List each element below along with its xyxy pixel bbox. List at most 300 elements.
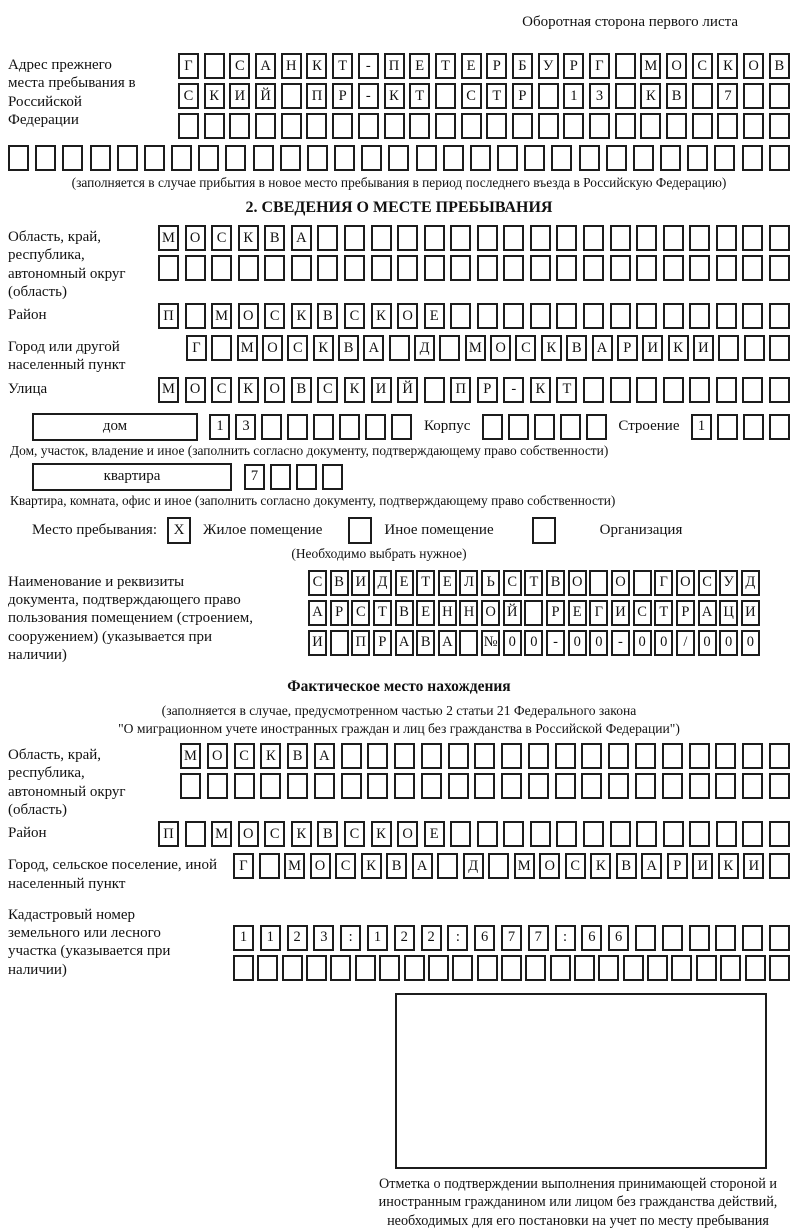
char-box[interactable]: К (204, 83, 225, 109)
char-box[interactable] (264, 255, 285, 281)
char-box[interactable] (662, 743, 683, 769)
char-box[interactable] (555, 773, 576, 799)
char-box[interactable] (671, 955, 692, 981)
char-box[interactable] (662, 773, 683, 799)
char-box[interactable]: / (676, 630, 695, 656)
char-box[interactable] (538, 83, 559, 109)
char-box[interactable] (477, 303, 498, 329)
char-box[interactable] (255, 113, 276, 139)
char-box[interactable] (501, 955, 522, 981)
char-box[interactable]: - (546, 630, 565, 656)
char-box[interactable] (474, 773, 495, 799)
char-box[interactable] (718, 335, 739, 361)
char-box[interactable] (211, 255, 232, 281)
char-box[interactable] (716, 377, 737, 403)
char-box[interactable] (579, 145, 600, 171)
char-box[interactable] (633, 570, 652, 596)
char-box[interactable]: 0 (568, 630, 587, 656)
char-box[interactable]: В (616, 853, 637, 879)
char-box[interactable] (367, 743, 388, 769)
char-box[interactable]: 7 (717, 83, 738, 109)
char-box[interactable]: К (238, 225, 259, 251)
char-box[interactable] (742, 255, 763, 281)
char-box[interactable] (306, 955, 327, 981)
char-box[interactable] (486, 113, 507, 139)
char-box[interactable] (270, 464, 291, 490)
char-box[interactable] (450, 225, 471, 251)
char-box[interactable] (229, 113, 250, 139)
char-box[interactable] (715, 925, 736, 951)
char-box[interactable] (404, 955, 425, 981)
char-box[interactable] (330, 955, 351, 981)
char-box[interactable]: И (741, 600, 760, 626)
char-box[interactable] (488, 853, 509, 879)
char-box[interactable]: И (229, 83, 250, 109)
char-box[interactable] (640, 113, 661, 139)
char-box[interactable] (743, 414, 764, 440)
char-box[interactable]: 1 (367, 925, 388, 951)
char-box[interactable]: Г (178, 53, 199, 79)
char-box[interactable] (574, 955, 595, 981)
char-box[interactable] (769, 821, 790, 847)
char-box[interactable]: 1 (691, 414, 712, 440)
char-box[interactable]: Д (741, 570, 760, 596)
char-box[interactable] (185, 303, 206, 329)
char-box[interactable] (635, 925, 656, 951)
char-box[interactable]: В (317, 821, 338, 847)
checkbox-organization[interactable] (532, 517, 556, 544)
char-box[interactable]: К (718, 853, 739, 879)
char-box[interactable] (615, 113, 636, 139)
char-box[interactable] (397, 225, 418, 251)
char-box[interactable] (355, 955, 376, 981)
char-box[interactable]: А (291, 225, 312, 251)
char-box[interactable]: Н (438, 600, 457, 626)
char-box[interactable] (204, 113, 225, 139)
char-box[interactable]: М (158, 225, 179, 251)
char-box[interactable] (365, 414, 386, 440)
char-box[interactable]: 1 (260, 925, 281, 951)
char-box[interactable]: О (185, 377, 206, 403)
char-box[interactable]: И (693, 335, 714, 361)
char-box[interactable]: Т (435, 53, 456, 79)
char-box[interactable]: Г (186, 335, 207, 361)
char-box[interactable] (443, 145, 464, 171)
char-box[interactable] (90, 145, 111, 171)
char-box[interactable] (769, 377, 790, 403)
char-box[interactable]: С (264, 821, 285, 847)
char-box[interactable]: И (351, 570, 370, 596)
char-box[interactable] (421, 773, 442, 799)
char-box[interactable] (530, 255, 551, 281)
char-box[interactable] (428, 955, 449, 981)
char-box[interactable] (306, 113, 327, 139)
char-box[interactable] (581, 773, 602, 799)
char-box[interactable] (389, 335, 410, 361)
char-box[interactable]: У (538, 53, 559, 79)
char-box[interactable] (477, 225, 498, 251)
char-box[interactable] (769, 773, 790, 799)
char-box[interactable]: В (264, 225, 285, 251)
char-box[interactable] (610, 377, 631, 403)
char-box[interactable] (689, 773, 710, 799)
char-box[interactable] (660, 145, 681, 171)
char-box[interactable]: В (546, 570, 565, 596)
char-box[interactable] (341, 773, 362, 799)
char-box[interactable]: - (358, 83, 379, 109)
char-box[interactable]: М (465, 335, 486, 361)
char-box[interactable]: Р (512, 83, 533, 109)
char-box[interactable]: В (395, 600, 414, 626)
char-box[interactable] (437, 853, 458, 879)
char-box[interactable] (538, 113, 559, 139)
char-box[interactable] (204, 53, 225, 79)
char-box[interactable]: 0 (589, 630, 608, 656)
char-box[interactable] (524, 600, 543, 626)
char-box[interactable] (635, 743, 656, 769)
char-box[interactable] (689, 225, 710, 251)
char-box[interactable]: 0 (524, 630, 543, 656)
char-box[interactable] (589, 113, 610, 139)
char-box[interactable] (743, 83, 764, 109)
char-box[interactable]: М (237, 335, 258, 361)
char-box[interactable]: 6 (608, 925, 629, 951)
char-box[interactable] (503, 303, 524, 329)
char-box[interactable] (178, 113, 199, 139)
char-box[interactable] (317, 225, 338, 251)
char-box[interactable] (689, 377, 710, 403)
char-box[interactable]: О (207, 743, 228, 769)
char-box[interactable]: Е (395, 570, 414, 596)
char-box[interactable] (689, 925, 710, 951)
char-box[interactable]: М (211, 303, 232, 329)
char-box[interactable]: 1 (563, 83, 584, 109)
char-box[interactable]: В (769, 53, 790, 79)
char-box[interactable]: Р (546, 600, 565, 626)
char-box[interactable] (394, 743, 415, 769)
char-box[interactable] (409, 113, 430, 139)
char-box[interactable]: М (158, 377, 179, 403)
char-box[interactable]: О (481, 600, 500, 626)
char-box[interactable] (717, 414, 738, 440)
char-box[interactable] (307, 145, 328, 171)
char-box[interactable] (716, 225, 737, 251)
char-box[interactable]: А (395, 630, 414, 656)
char-box[interactable]: 3 (235, 414, 256, 440)
char-box[interactable] (503, 821, 524, 847)
char-box[interactable] (769, 955, 790, 981)
char-box[interactable] (742, 821, 763, 847)
char-box[interactable]: 7 (528, 925, 549, 951)
char-box[interactable] (583, 377, 604, 403)
char-box[interactable] (296, 464, 317, 490)
char-box[interactable] (716, 255, 737, 281)
char-box[interactable]: Р (617, 335, 638, 361)
char-box[interactable]: С (211, 225, 232, 251)
char-box[interactable] (615, 53, 636, 79)
char-box[interactable]: 3 (313, 925, 334, 951)
char-box[interactable]: В (416, 630, 435, 656)
char-box[interactable]: С (344, 303, 365, 329)
char-box[interactable]: Р (563, 53, 584, 79)
char-box[interactable] (450, 255, 471, 281)
char-box[interactable] (344, 225, 365, 251)
char-box[interactable] (583, 303, 604, 329)
char-box[interactable] (636, 225, 657, 251)
char-box[interactable] (388, 145, 409, 171)
char-box[interactable]: П (384, 53, 405, 79)
char-box[interactable] (117, 145, 138, 171)
char-box[interactable]: О (238, 821, 259, 847)
char-box[interactable]: Т (654, 600, 673, 626)
char-box[interactable] (322, 464, 343, 490)
char-box[interactable]: П (306, 83, 327, 109)
char-box[interactable]: А (255, 53, 276, 79)
char-box[interactable]: 1 (233, 925, 254, 951)
char-box[interactable] (394, 773, 415, 799)
char-box[interactable] (692, 113, 713, 139)
char-box[interactable] (313, 414, 334, 440)
char-box[interactable] (470, 145, 491, 171)
char-box[interactable] (452, 955, 473, 981)
char-box[interactable] (233, 955, 254, 981)
char-box[interactable] (581, 743, 602, 769)
char-box[interactable] (534, 414, 555, 440)
char-box[interactable]: Й (503, 600, 522, 626)
char-box[interactable] (207, 773, 228, 799)
char-box[interactable] (257, 955, 278, 981)
char-box[interactable] (714, 145, 735, 171)
char-box[interactable]: В (338, 335, 359, 361)
char-box[interactable] (717, 113, 738, 139)
char-box[interactable]: 1 (209, 414, 230, 440)
char-box[interactable] (334, 145, 355, 171)
char-box[interactable]: К (668, 335, 689, 361)
char-box[interactable]: С (692, 53, 713, 79)
char-box[interactable] (474, 743, 495, 769)
char-box[interactable]: 0 (741, 630, 760, 656)
char-box[interactable]: И (642, 335, 663, 361)
char-box[interactable]: Е (568, 600, 587, 626)
char-box[interactable]: К (260, 743, 281, 769)
char-box[interactable] (330, 630, 349, 656)
char-box[interactable]: 0 (698, 630, 717, 656)
char-box[interactable] (281, 83, 302, 109)
char-box[interactable]: А (438, 630, 457, 656)
char-box[interactable]: 7 (244, 464, 265, 490)
char-box[interactable] (550, 955, 571, 981)
char-box[interactable] (8, 145, 29, 171)
char-box[interactable] (636, 255, 657, 281)
char-box[interactable]: К (541, 335, 562, 361)
char-box[interactable]: С (335, 853, 356, 879)
char-box[interactable] (371, 225, 392, 251)
char-box[interactable]: А (698, 600, 717, 626)
char-box[interactable] (769, 303, 790, 329)
char-box[interactable] (259, 853, 280, 879)
char-box[interactable] (769, 743, 790, 769)
char-box[interactable]: 7 (501, 925, 522, 951)
char-box[interactable]: 0 (654, 630, 673, 656)
char-box[interactable] (610, 255, 631, 281)
char-box[interactable] (424, 255, 445, 281)
char-box[interactable] (280, 145, 301, 171)
char-box[interactable] (225, 145, 246, 171)
char-box[interactable] (185, 255, 206, 281)
char-box[interactable]: И (611, 600, 630, 626)
char-box[interactable]: Р (373, 630, 392, 656)
char-box[interactable] (450, 821, 471, 847)
char-box[interactable] (384, 113, 405, 139)
char-box[interactable] (314, 773, 335, 799)
char-box[interactable] (606, 145, 627, 171)
char-box[interactable] (358, 113, 379, 139)
char-box[interactable]: О (397, 303, 418, 329)
char-box[interactable]: О (676, 570, 695, 596)
char-box[interactable]: М (514, 853, 535, 879)
char-box[interactable]: Г (589, 600, 608, 626)
char-box[interactable]: К (371, 303, 392, 329)
char-box[interactable]: Р (667, 853, 688, 879)
char-box[interactable] (435, 83, 456, 109)
char-box[interactable]: - (503, 377, 524, 403)
char-box[interactable]: Р (332, 83, 353, 109)
char-box[interactable]: - (611, 630, 630, 656)
char-box[interactable]: А (592, 335, 613, 361)
char-box[interactable] (556, 303, 577, 329)
char-box[interactable]: С (317, 377, 338, 403)
char-box[interactable] (742, 377, 763, 403)
char-box[interactable] (687, 145, 708, 171)
char-box[interactable] (769, 113, 790, 139)
char-box[interactable]: А (308, 600, 327, 626)
char-box[interactable] (689, 821, 710, 847)
char-box[interactable]: 2 (421, 925, 442, 951)
char-box[interactable]: Б (512, 53, 533, 79)
char-box[interactable]: 0 (633, 630, 652, 656)
char-box[interactable]: С (229, 53, 250, 79)
char-box[interactable] (503, 225, 524, 251)
char-box[interactable]: А (363, 335, 384, 361)
char-box[interactable]: А (314, 743, 335, 769)
char-box[interactable]: 6 (581, 925, 602, 951)
char-box[interactable] (416, 145, 437, 171)
char-box[interactable] (662, 925, 683, 951)
char-box[interactable]: В (386, 853, 407, 879)
char-box[interactable]: Е (424, 303, 445, 329)
char-box[interactable] (551, 145, 572, 171)
char-box[interactable]: К (361, 853, 382, 879)
char-box[interactable]: С (698, 570, 717, 596)
char-box[interactable]: О (611, 570, 630, 596)
char-box[interactable] (482, 414, 503, 440)
char-box[interactable]: О (539, 853, 560, 879)
char-box[interactable]: С (351, 600, 370, 626)
char-box[interactable] (769, 145, 790, 171)
char-box[interactable]: Д (373, 570, 392, 596)
char-box[interactable] (477, 821, 498, 847)
char-box[interactable]: О (743, 53, 764, 79)
char-box[interactable] (742, 925, 763, 951)
char-box[interactable] (144, 145, 165, 171)
char-box[interactable]: М (211, 821, 232, 847)
char-box[interactable] (742, 743, 763, 769)
char-box[interactable] (171, 145, 192, 171)
char-box[interactable]: Л (459, 570, 478, 596)
char-box[interactable]: М (640, 53, 661, 79)
char-box[interactable] (663, 255, 684, 281)
char-box[interactable] (461, 113, 482, 139)
char-box[interactable]: С (234, 743, 255, 769)
char-box[interactable] (477, 955, 498, 981)
char-box[interactable] (589, 570, 608, 596)
char-box[interactable] (555, 743, 576, 769)
char-box[interactable]: И (743, 853, 764, 879)
char-box[interactable] (367, 773, 388, 799)
char-box[interactable]: И (371, 377, 392, 403)
char-box[interactable]: С (503, 570, 522, 596)
char-box[interactable]: К (291, 303, 312, 329)
char-box[interactable] (769, 83, 790, 109)
checkbox-other-premises[interactable] (348, 517, 372, 544)
char-box[interactable]: 3 (589, 83, 610, 109)
char-box[interactable]: О (568, 570, 587, 596)
char-box[interactable] (556, 255, 577, 281)
char-box[interactable] (663, 303, 684, 329)
char-box[interactable] (663, 225, 684, 251)
char-box[interactable]: С (308, 570, 327, 596)
char-box[interactable]: П (158, 303, 179, 329)
char-box[interactable] (530, 303, 551, 329)
char-box[interactable] (696, 955, 717, 981)
char-box[interactable] (503, 255, 524, 281)
char-box[interactable]: К (306, 53, 327, 79)
char-box[interactable] (769, 414, 790, 440)
char-box[interactable] (448, 743, 469, 769)
char-box[interactable]: Т (373, 600, 392, 626)
char-box[interactable] (715, 773, 736, 799)
char-box[interactable]: О (666, 53, 687, 79)
char-box[interactable] (332, 113, 353, 139)
char-box[interactable]: К (371, 821, 392, 847)
char-box[interactable] (497, 145, 518, 171)
char-box[interactable] (528, 743, 549, 769)
char-box[interactable]: Р (477, 377, 498, 403)
char-box[interactable]: О (397, 821, 418, 847)
char-box[interactable]: Н (281, 53, 302, 79)
char-box[interactable] (608, 743, 629, 769)
char-box[interactable]: П (351, 630, 370, 656)
char-box[interactable] (608, 773, 629, 799)
char-box[interactable] (379, 955, 400, 981)
char-box[interactable]: Е (416, 600, 435, 626)
char-box[interactable] (745, 955, 766, 981)
char-box[interactable]: Р (486, 53, 507, 79)
char-box[interactable]: В (317, 303, 338, 329)
char-box[interactable] (361, 145, 382, 171)
char-box[interactable] (158, 255, 179, 281)
char-box[interactable] (391, 414, 412, 440)
char-box[interactable]: Й (397, 377, 418, 403)
char-box[interactable] (530, 225, 551, 251)
char-box[interactable]: В (566, 335, 587, 361)
char-box[interactable] (501, 743, 522, 769)
char-box[interactable] (563, 113, 584, 139)
char-box[interactable]: Г (654, 570, 673, 596)
char-box[interactable] (769, 255, 790, 281)
char-box[interactable] (512, 113, 533, 139)
char-box[interactable]: О (490, 335, 511, 361)
